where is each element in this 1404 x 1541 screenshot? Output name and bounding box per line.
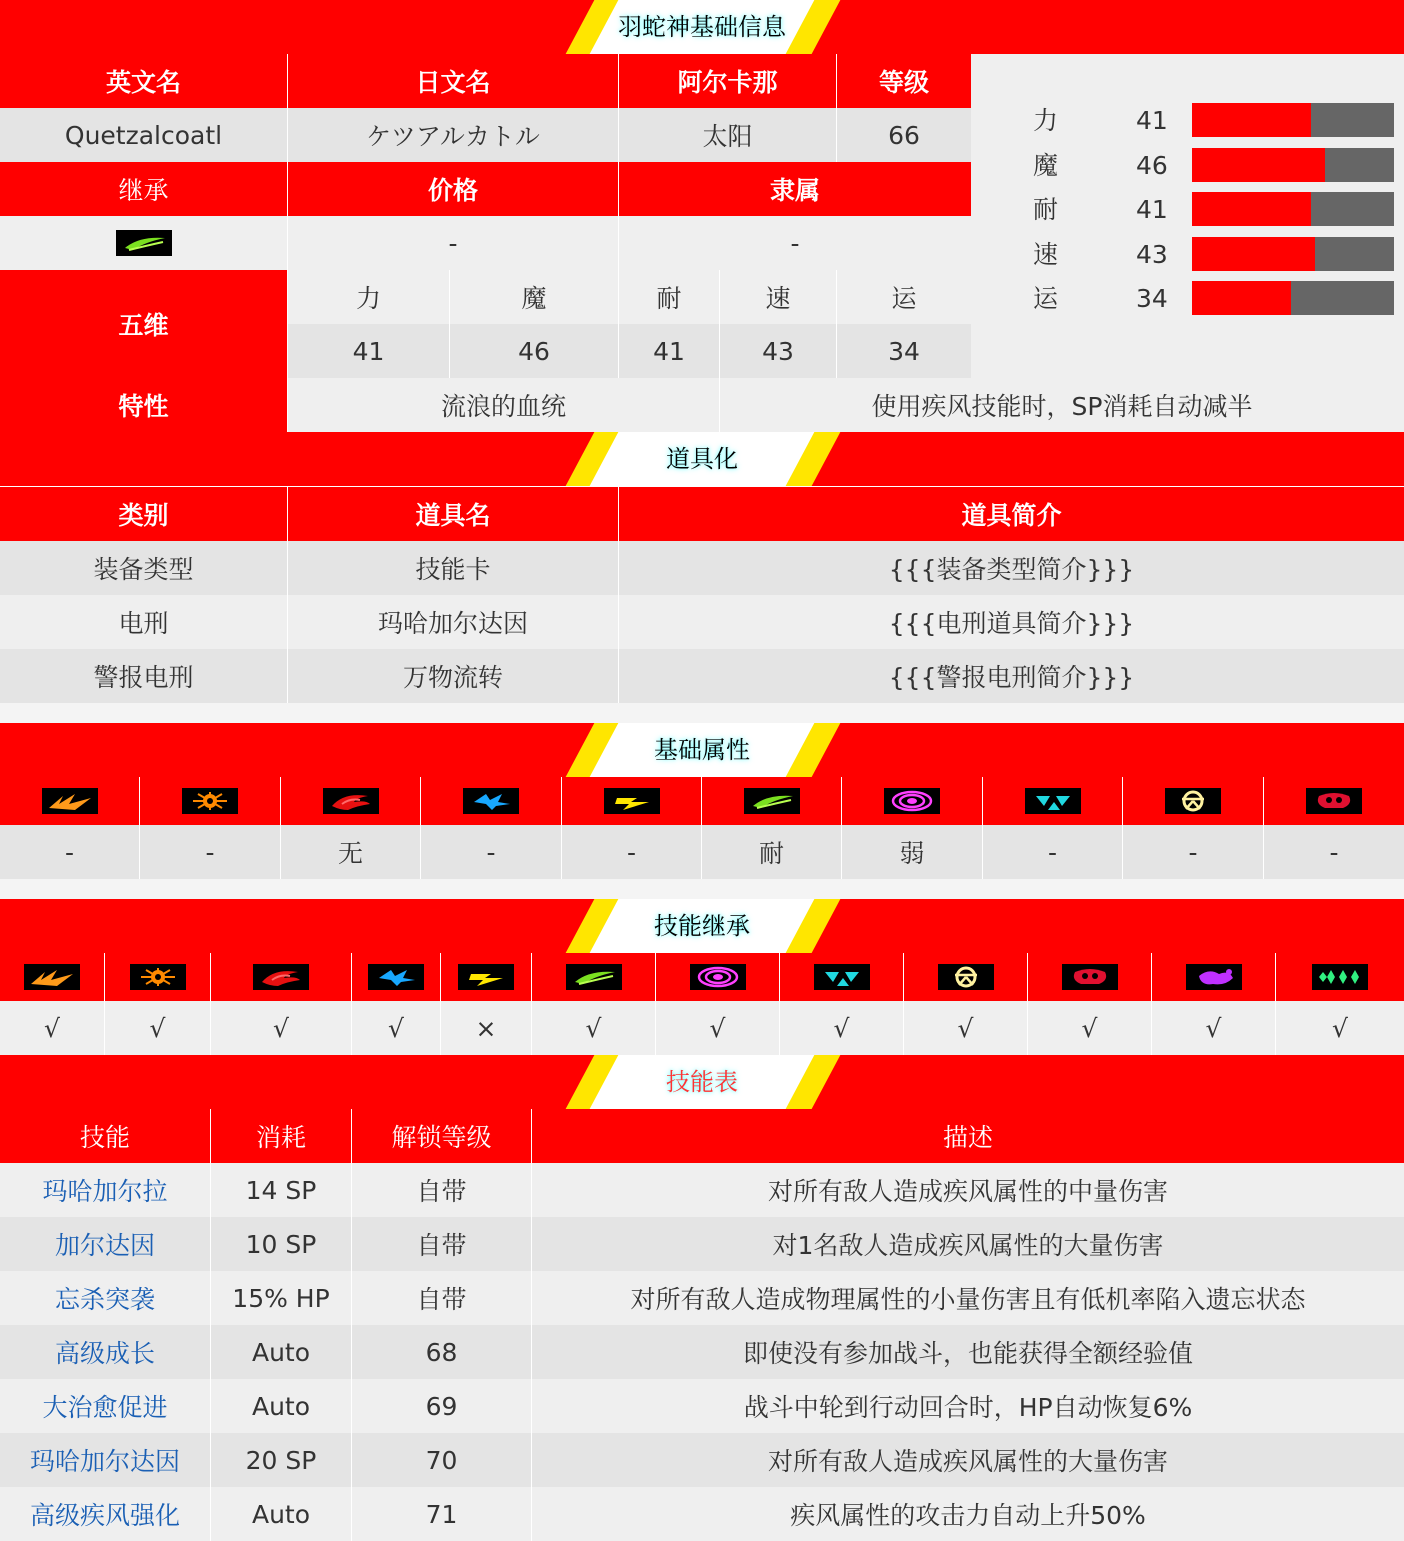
- inherit-header: [352, 953, 441, 1001]
- inherit-header: [656, 953, 780, 1001]
- inherit-header: [441, 953, 532, 1001]
- stat-bar-track: [1192, 148, 1394, 182]
- value-level: 66: [837, 108, 971, 162]
- affinity-value: -: [140, 825, 281, 879]
- psy-icon: [884, 788, 940, 814]
- affinity-value: -: [1264, 825, 1404, 879]
- affinity-header: [702, 777, 842, 825]
- physical-icon: [24, 964, 80, 990]
- nuclear-icon: [814, 964, 870, 990]
- inherit-value: √: [780, 1001, 904, 1055]
- trait-desc: 使用疾风技能时，SP消耗自动减半: [720, 378, 1404, 432]
- affinity-value: -: [1123, 825, 1264, 879]
- affinity-value: -: [562, 825, 702, 879]
- skill-header-cost: 消耗: [211, 1109, 352, 1163]
- skill-link[interactable]: 玛哈加尔达因: [29, 1447, 180, 1476]
- affinity-header: [842, 777, 983, 825]
- bar-stat-name: 速: [1033, 239, 1059, 269]
- skill-desc: 战斗中轮到行动回合时，HP自动恢复6%: [532, 1379, 1404, 1433]
- skill-cost: Auto: [211, 1379, 352, 1433]
- skill-link[interactable]: 高级疾风强化: [29, 1501, 180, 1530]
- fire-icon: [253, 964, 309, 990]
- skill-header-unlock: 解锁等级: [352, 1109, 532, 1163]
- stat-bar-fill: [1192, 103, 1311, 137]
- ice-icon: [463, 788, 519, 814]
- inherit-header: [1152, 953, 1276, 1001]
- affinity-header: [1123, 777, 1264, 825]
- affinity-header: [983, 777, 1123, 825]
- item-name: 万物流转: [288, 649, 619, 703]
- affinity-header: [0, 777, 140, 825]
- stats-label: 五维: [0, 270, 288, 378]
- inherit-value: √: [211, 1001, 352, 1055]
- header-affiliation: 隶属: [619, 162, 971, 216]
- skill-name-cell: [0, 1487, 211, 1541]
- skill-cost: Auto: [211, 1325, 352, 1379]
- skill-unlock: 自带: [352, 1163, 532, 1217]
- affinity-value: 耐: [702, 825, 842, 879]
- curse-icon: [1306, 788, 1362, 814]
- curse-icon: [1062, 964, 1118, 990]
- skill-name-cell: [0, 1433, 211, 1487]
- item-name: 玛哈加尔达因: [288, 595, 619, 649]
- skill-link[interactable]: 玛哈加尔拉: [42, 1177, 168, 1206]
- item-type: 警报电刑: [0, 649, 288, 703]
- bar-stat-name: 耐: [1033, 195, 1059, 224]
- bar-stat-value: 41: [1136, 195, 1168, 224]
- skill-name-cell: [0, 1325, 211, 1379]
- skill-cost: 10 SP: [211, 1217, 352, 1271]
- trait-label: 特性: [0, 378, 288, 432]
- bless-icon: [938, 964, 994, 990]
- item-desc: {{{装备类型简介}}}: [619, 541, 1404, 595]
- skill-desc: 对1名敌人造成疾风属性的大量伤害: [532, 1217, 1404, 1271]
- bar-stat-name: 力: [1033, 106, 1059, 135]
- stat-name-3: 速: [720, 270, 837, 324]
- inherit-value: √: [532, 1001, 656, 1055]
- inherit-value: √: [352, 1001, 441, 1055]
- bless-icon: [1165, 788, 1221, 814]
- ailment-icon: [1186, 964, 1242, 990]
- skill-name-cell: [0, 1163, 211, 1217]
- stat-name-2: 耐: [619, 270, 720, 324]
- section-banner-inherit: [0, 899, 1404, 953]
- ice-icon: [368, 964, 424, 990]
- section-banner-item: [0, 432, 1404, 486]
- item-name: 技能卡: [288, 541, 619, 595]
- inherit-value: √: [904, 1001, 1028, 1055]
- bar-stat-value: 41: [1136, 106, 1168, 135]
- inherit-header: [780, 953, 904, 1001]
- stat-name-0: 力: [288, 270, 450, 324]
- item-type: 装备类型: [0, 541, 288, 595]
- recovery-icon: [1312, 964, 1368, 990]
- bar-stat-name: 运: [1033, 284, 1059, 313]
- section-title: 技能表: [666, 1068, 738, 1096]
- inherit-header: [1276, 953, 1404, 1001]
- skill-cost: 14 SP: [211, 1163, 352, 1217]
- header-price: 价格: [288, 162, 619, 216]
- bar-stat-value: 34: [1136, 284, 1168, 313]
- skill-desc: 即使没有参加战斗，也能获得全额经验值: [532, 1325, 1404, 1379]
- skill-cost: 20 SP: [211, 1433, 352, 1487]
- item-header-type: 类别: [0, 487, 288, 541]
- header-jp-name: 日文名: [288, 54, 619, 108]
- skill-link[interactable]: 高级成长: [54, 1339, 155, 1368]
- skill-name-cell: [0, 1271, 211, 1325]
- bar-stat-value: 43: [1136, 239, 1168, 269]
- skill-cost: Auto: [211, 1487, 352, 1541]
- stat-name-4: 运: [837, 270, 971, 324]
- inherit-value: √: [1028, 1001, 1152, 1055]
- item-desc: {{{警报电刑简介}}}: [619, 649, 1404, 703]
- affinity-value: 无: [281, 825, 421, 879]
- affinity-header: [421, 777, 562, 825]
- wind-icon: [116, 230, 172, 256]
- inherit-header: [904, 953, 1028, 1001]
- inherit-value: √: [1152, 1001, 1276, 1055]
- fire-icon: [323, 788, 379, 814]
- inherit-header: [211, 953, 352, 1001]
- value-affiliation: -: [619, 216, 971, 270]
- affinity-header: [1264, 777, 1404, 825]
- stat-value-0: 41: [288, 324, 450, 378]
- stat-bar-fill: [1192, 281, 1291, 315]
- skill-unlock: 69: [352, 1379, 532, 1433]
- stat-bar-track: [1192, 281, 1394, 315]
- skill-header-name: 技能: [0, 1109, 211, 1163]
- electric-icon: [458, 964, 514, 990]
- section-title: 羽蛇神基础信息: [618, 13, 786, 41]
- skill-desc: 对所有敌人造成疾风属性的中量伤害: [532, 1163, 1404, 1217]
- header-level: 等级: [837, 54, 971, 108]
- stat-bar-fill: [1192, 148, 1325, 182]
- skill-header-desc: 描述: [532, 1109, 1404, 1163]
- section-title: 基础属性: [654, 736, 750, 764]
- skill-unlock: 68: [352, 1325, 532, 1379]
- wind-icon: [566, 964, 622, 990]
- stat-bar-track: [1192, 103, 1394, 137]
- stat-value-1: 46: [450, 324, 619, 378]
- skill-unlock: 70: [352, 1433, 532, 1487]
- inherit-header: [105, 953, 211, 1001]
- inherit-value: √: [105, 1001, 211, 1055]
- affinity-value: 弱: [842, 825, 983, 879]
- psy-icon: [690, 964, 746, 990]
- section-title: 技能继承: [654, 912, 750, 940]
- item-header-name: 道具名: [288, 487, 619, 541]
- skill-desc: 对所有敌人造成疾风属性的大量伤害: [532, 1433, 1404, 1487]
- stat-bar-fill: [1192, 192, 1311, 226]
- inherit-value: √: [0, 1001, 105, 1055]
- bar-stat-name: 魔: [1033, 150, 1059, 180]
- inherit-value: √: [656, 1001, 780, 1055]
- stat-value-2: 41: [619, 324, 720, 378]
- stat-bar-fill: [1192, 237, 1315, 271]
- value-price: -: [288, 216, 619, 270]
- value-jp-name: ケツアルカトル: [288, 108, 619, 162]
- value-inherit: [0, 216, 288, 270]
- inherit-header: [532, 953, 656, 1001]
- section-banner-skills: [0, 1055, 1404, 1109]
- section-banner-attr: [0, 723, 1404, 777]
- affinity-value: -: [983, 825, 1123, 879]
- bar-stat-value: 46: [1136, 150, 1168, 180]
- stat-value-3: 43: [720, 324, 837, 378]
- stat-value-4: 34: [837, 324, 971, 378]
- inherit-value: √: [1276, 1001, 1404, 1055]
- affinity-header: [140, 777, 281, 825]
- nuclear-icon: [1025, 788, 1081, 814]
- gun-icon: [130, 964, 186, 990]
- item-header-desc: 道具简介: [619, 487, 1404, 541]
- skill-cost: 15% HP: [211, 1271, 352, 1325]
- physical-icon: [42, 788, 98, 814]
- skill-name-cell: [0, 1379, 211, 1433]
- value-en-name: Quetzalcoatl: [0, 108, 288, 162]
- skill-unlock: 自带: [352, 1217, 532, 1271]
- section-title: 道具化: [666, 445, 738, 473]
- affinity-value: -: [421, 825, 562, 879]
- stat-bar-track: [1192, 237, 1394, 271]
- trait-name: 流浪的血统: [288, 378, 720, 432]
- electric-icon: [604, 788, 660, 814]
- item-type: 电刑: [0, 595, 288, 649]
- skill-link[interactable]: 加尔达因: [54, 1231, 155, 1260]
- affinity-header: [281, 777, 421, 825]
- inherit-value: ×: [441, 1001, 532, 1055]
- header-en-name: 英文名: [0, 54, 288, 108]
- skill-name-cell: [0, 1217, 211, 1271]
- skill-unlock: 71: [352, 1487, 532, 1541]
- skill-link[interactable]: 忘杀突袭: [54, 1285, 155, 1314]
- value-arcana: 太阳: [619, 108, 837, 162]
- skill-unlock: 自带: [352, 1271, 532, 1325]
- wind-icon: [744, 788, 800, 814]
- stat-bar-track: [1192, 192, 1394, 226]
- section-banner-basic: [0, 0, 1404, 54]
- gun-icon: [182, 788, 238, 814]
- skill-desc: 对所有敌人造成物理属性的小量伤害且有低机率陷入遗忘状态: [532, 1271, 1404, 1325]
- skill-desc: 疾风属性的攻击力自动上升50%: [532, 1487, 1404, 1541]
- stat-name-1: 魔: [450, 270, 619, 324]
- skill-link[interactable]: 大治愈促进: [42, 1393, 168, 1422]
- header-arcana: 阿尔卡那: [619, 54, 837, 108]
- header-inherit: 继承: [0, 162, 288, 216]
- affinity-header: [562, 777, 702, 825]
- affinity-value: -: [0, 825, 140, 879]
- inherit-header: [0, 953, 105, 1001]
- item-desc: {{{电刑道具简介}}}: [619, 595, 1404, 649]
- inherit-header: [1028, 953, 1152, 1001]
